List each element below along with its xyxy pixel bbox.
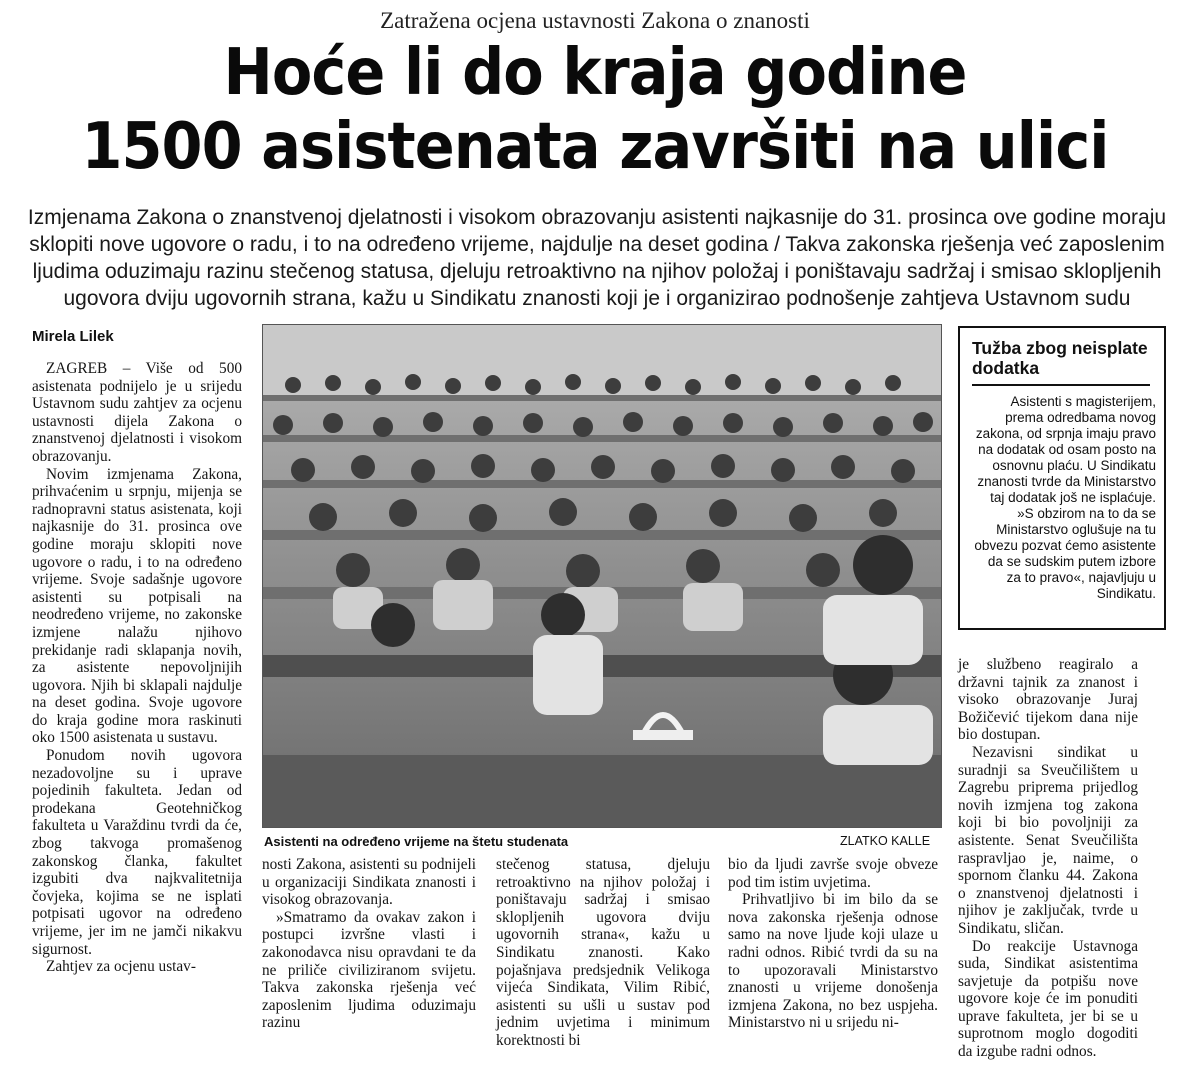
column-2 (262, 856, 476, 1032)
paragraph: Prihvatljivo bi im bilo da se nova zakonska rješenja odnose samo na nove ljude koji ulaze u radni odnos. Ribić tvrdi da su na to upozoravali Ministarstvo znanosti u vrijeme donošenja izmjena Zakona, no bez uspjeha. Ministarstvo ni u srijedu ni- (728, 891, 938, 1032)
paragraph: Zahtjev za ocjenu ustav- (46, 958, 196, 976)
column-5 (958, 656, 1138, 1061)
kicker: Zatražena ocjena ustavnosti Zakona o znanosti (380, 8, 810, 33)
paragraph: je službeno reagiralo a državni tajnik za znanost i visoko obrazovanje Juraj Božičević tijekom dana nije bio dostupan. (958, 656, 1138, 744)
column-4 (728, 856, 938, 1032)
paragraph: nosti Zakona, asistenti su podnijeli u organizaciji Sindikata znanosti i visokog obrazovanja. (262, 856, 476, 909)
paragraph: Novim izmjenama Zakona, prihvaćenim u srpnju, mijenja se radnopravni status asistenata, koji najkasnije do 31. prosinca ove godine moraju sklopiti nove ugovore o radu, i to na određeno vrijeme. Svoje sadašnje ugovore asistenti su potpisali na neodređeno vrijeme, no zakonske izmjene nalažu njihovo prekidanje radi sklapanja novih, za asistente nepovoljnijih ugovora. Njih bi sklapali najdulje na deset godina. Svoje ugovore do kraja godine mora raskinuti oko 1500 asistenata u sustavu. (32, 465, 242, 747)
paragraph: stečenog statusa, djeluju retroaktivno na njihov položaj i poništavaju sadržaj i smisao sklopljenih ugovora dviju ugovornih strana«, kažu u Sindikatu znanosti. Kako pojašnjava predsjednik Velikoga vijeća Sindikata, Vilim Ribić, asistenti su ušli u sustav pod jednim uvjetima i minimum korektnosti bi (496, 856, 710, 1049)
headline-line-2: 1500 asistenata završiti na ulici (81, 110, 1109, 184)
paragraph: Nezavisni sindikat u suradnji sa Sveučilištem u Zagrebu priprema prijedlog novih izmjena tog zakona koji bi bio povoljniji za asistente. Senat Sveučilišta raspravljao je, naime, o spornom članku 44. Zakona o znanstvenoj djelatnosti i njihov je zaključak, tvrde u Sindikatu, sličan. (958, 743, 1138, 937)
column-3 (496, 856, 710, 1050)
paragraph: Ponudom novih ugovora nezadovoljne su i uprave pojedinih fakulteta. Jedan od prodekana Geotehničkog fakulteta u Varaždinu tvrdi da će, zbog takvoga promašenog zakonskog članka, fakultet izgubiti dva najkvalitetnija čovjeka, kojima se ne isplati potpisati ugovor na određeno vrijeme, jer im ne jamči nikakvu sigurnost. (32, 747, 242, 958)
paragraph: bio da ljudi završe svoje obveze pod tim istim uvjetima. (728, 856, 938, 891)
deck-subheadline: Izmjenama Zakona o znanstvenoj djelatnosti i visokom obrazovanju asistenti najkasnije do 31. prosinca ove godine moraju sklopiti nove ugovore o radu, i to na određeno vrijeme, najdulje na deset godina / Takva zakonska rješenja već zaposlenim ljudima oduzimaju razinu stečenog statusa, djeluju retroaktivno na njihov položaj i poništavaju sadržaj i smisao sklopljenih ugovora dviju ugovornih strana, kažu u Sindikatu znanosti koji je i organizirao podnošenje zahtjeva Ustavnom sudu (27, 206, 1167, 310)
paragraph: »Smatramo da ovakav zakon i postupci izvršne vlasti i zakonodavca nisu opravdani te da ne priliče civiliziranom svijetu. Takva zakonska rješenja već zaposlenim ljudima oduzimaju razinu (262, 908, 476, 1032)
sidebar-box (958, 326, 1166, 630)
photo-credit: ZLATKO KALLE (840, 834, 931, 848)
headline-line-1: Hoće li do kraja godine (223, 36, 967, 110)
paragraph: ZAGREB – Više od 500 asistenata podnijelo je u srijedu Ustavnom sudu zahtjev za ocjenu ustavnosti dijela Zakona o znanstvenoj djelatnosti i visokom obrazovanju. (32, 360, 242, 465)
column-1 (32, 360, 242, 976)
byline: Mirela Lilek (32, 328, 114, 345)
photo-caption: Asistenti na određeno vrijeme na štetu studenata (264, 834, 569, 849)
paragraph: Do reakcije Ustavnoga suda, Sindikat asistentima savjetuje da potpišu nove ugovore koje će im ponuditi uprave fakulteta, jer bi se u suprotnom moglo dogoditi da izgube radni odnos. (958, 937, 1138, 1061)
classroom-photo (262, 324, 942, 828)
sidebar-title: Tužba zbog neisplate dodatka (972, 338, 1148, 378)
sidebar-divider (972, 384, 1150, 386)
sidebar-text: Asistenti s magisterijem, prema odredbama novog zakona, od srpnja imaju pravo na dodatak od osam posto na osnovnu plaću. U Sindikatu znanosti tvrde da Ministarstvo taj dodatak još ne isplaćuje. »S obzirom na to da se Ministarstvo oglušuje na tu obvezu pozvat ćemo asistente da se sudskim putem izbore za to pravo«, najavljuju u Sindikatu. (974, 394, 1156, 601)
photo-illustration (263, 325, 941, 827)
